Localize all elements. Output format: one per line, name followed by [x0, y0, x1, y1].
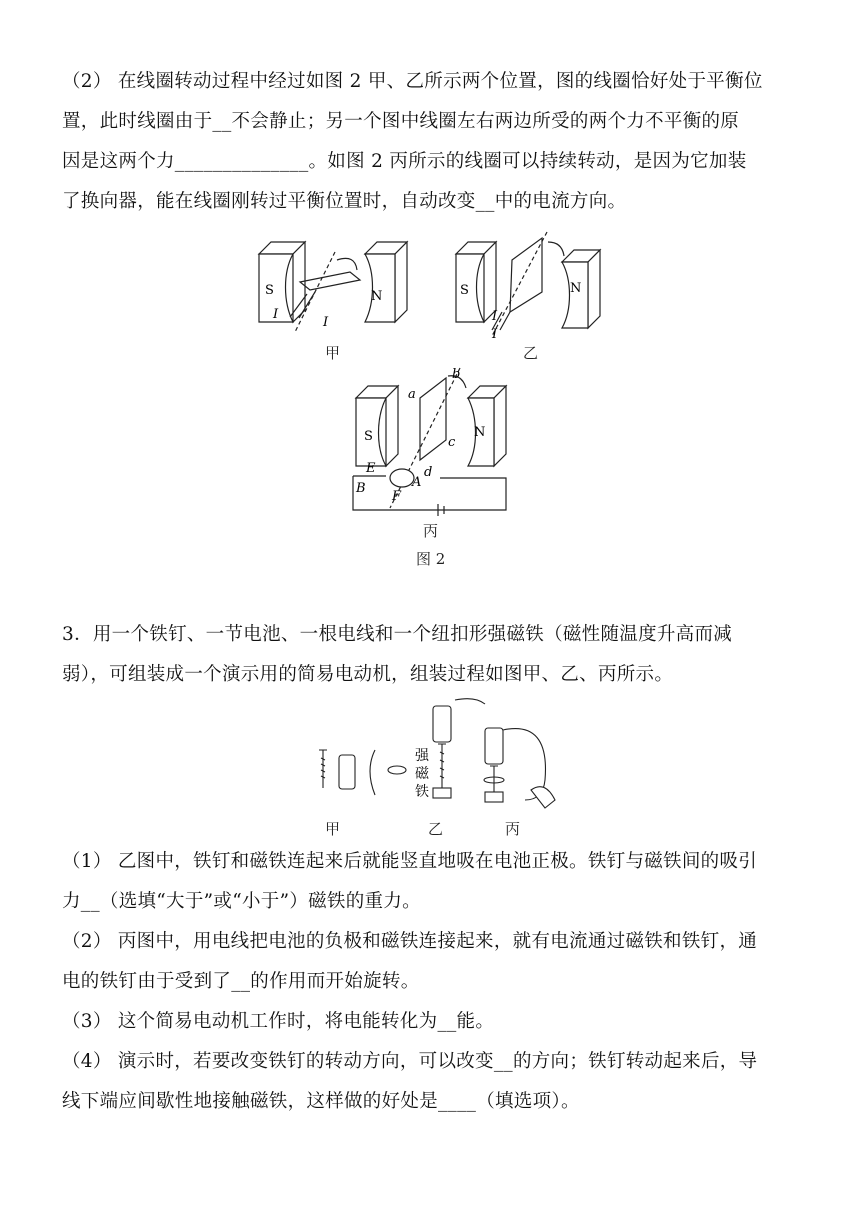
figure-3-diagram: [305, 700, 565, 820]
text-line: 电的铁钉由于受到了__的作用而开始旋转。: [62, 971, 420, 992]
magnet-label-char: 铁: [415, 784, 429, 800]
figure-2-jia-diagram: [255, 232, 415, 337]
figure-2-bing-diagram: [350, 368, 510, 518]
text-line: 弱），可组装成一个演示用的简易电动机，组装过程如图甲、乙、丙所示。: [62, 664, 674, 685]
text-line: 力__（选填“大于”或“小于”）磁铁的重力。: [62, 891, 421, 912]
caption-bing: 丙: [423, 522, 439, 540]
label-A: A: [412, 475, 422, 490]
label-s: S: [364, 429, 373, 444]
label-n: N: [371, 289, 383, 304]
magnet-label-char: 强: [415, 748, 429, 764]
text-line: 了换向器，能在线圈刚转过平衡位置时，自动改变__中的电流方向。: [62, 191, 627, 212]
text-line: 线下端应间歇性地接触磁铁，这样做的好处是____（填选项）。: [62, 1091, 580, 1112]
figure-2-title: 图 2: [416, 550, 446, 568]
text-line: 置，此时线圈由于__不会静止；另一个图中线圈左右两边所受的两个力不平衡的原: [62, 111, 740, 132]
label-current: I: [492, 309, 498, 324]
caption-jia: 甲: [325, 820, 341, 838]
text-line: （2） 在线圈转动过程中经过如图 2 甲、乙所示两个位置，图的线圈恰好处于平衡位: [62, 71, 763, 92]
caption-yi: 乙: [428, 820, 444, 838]
caption-yi: 乙: [523, 344, 539, 362]
label-c: c: [448, 435, 456, 450]
label-current: I: [492, 327, 498, 342]
text-line: （4） 演示时，若要改变铁钉的转动方向，可以改变__的方向；铁钉转动起来后，导: [62, 1051, 758, 1072]
label-s: S: [460, 283, 469, 298]
label-f: F: [392, 489, 402, 504]
label-n: N: [570, 281, 582, 296]
text-line: （1） 乙图中，铁钉和磁铁连起来后就能竖直地吸在电池正极。铁钉与磁铁间的吸引: [62, 851, 758, 872]
text-line: 因是这两个力______________。如图 2 丙所示的线圈可以持续转动，是因为它加装: [62, 151, 747, 172]
caption-jia: 甲: [325, 344, 341, 362]
label-e: E: [366, 461, 376, 476]
caption-bing: 丙: [505, 820, 521, 838]
question-3: [62, 615, 806, 695]
text-line: 3．用一个铁钉、一节电池、一根电线和一个纽扣形强磁铁（磁性随温度升高而减: [62, 624, 733, 645]
label-current: I: [273, 307, 279, 322]
question-3-parts: [62, 842, 806, 1122]
label-a: a: [408, 387, 416, 402]
label-current: I: [323, 315, 329, 330]
figure-2-yi-diagram: [452, 232, 612, 342]
question-2-part-2: [62, 62, 806, 222]
label-d: d: [424, 465, 433, 480]
text-line: （3） 这个简易电动机工作时，将电能转化为__能。: [62, 1011, 495, 1032]
label-s: S: [265, 283, 274, 298]
label-B: B: [356, 481, 366, 496]
text-line: （2） 丙图中，用电线把电池的负极和磁铁连接起来，就有电流通过磁铁和铁钉，通: [62, 931, 758, 952]
label-n: N: [474, 425, 486, 440]
magnet-label-char: 磁: [415, 766, 429, 782]
label-b: b: [452, 367, 461, 382]
